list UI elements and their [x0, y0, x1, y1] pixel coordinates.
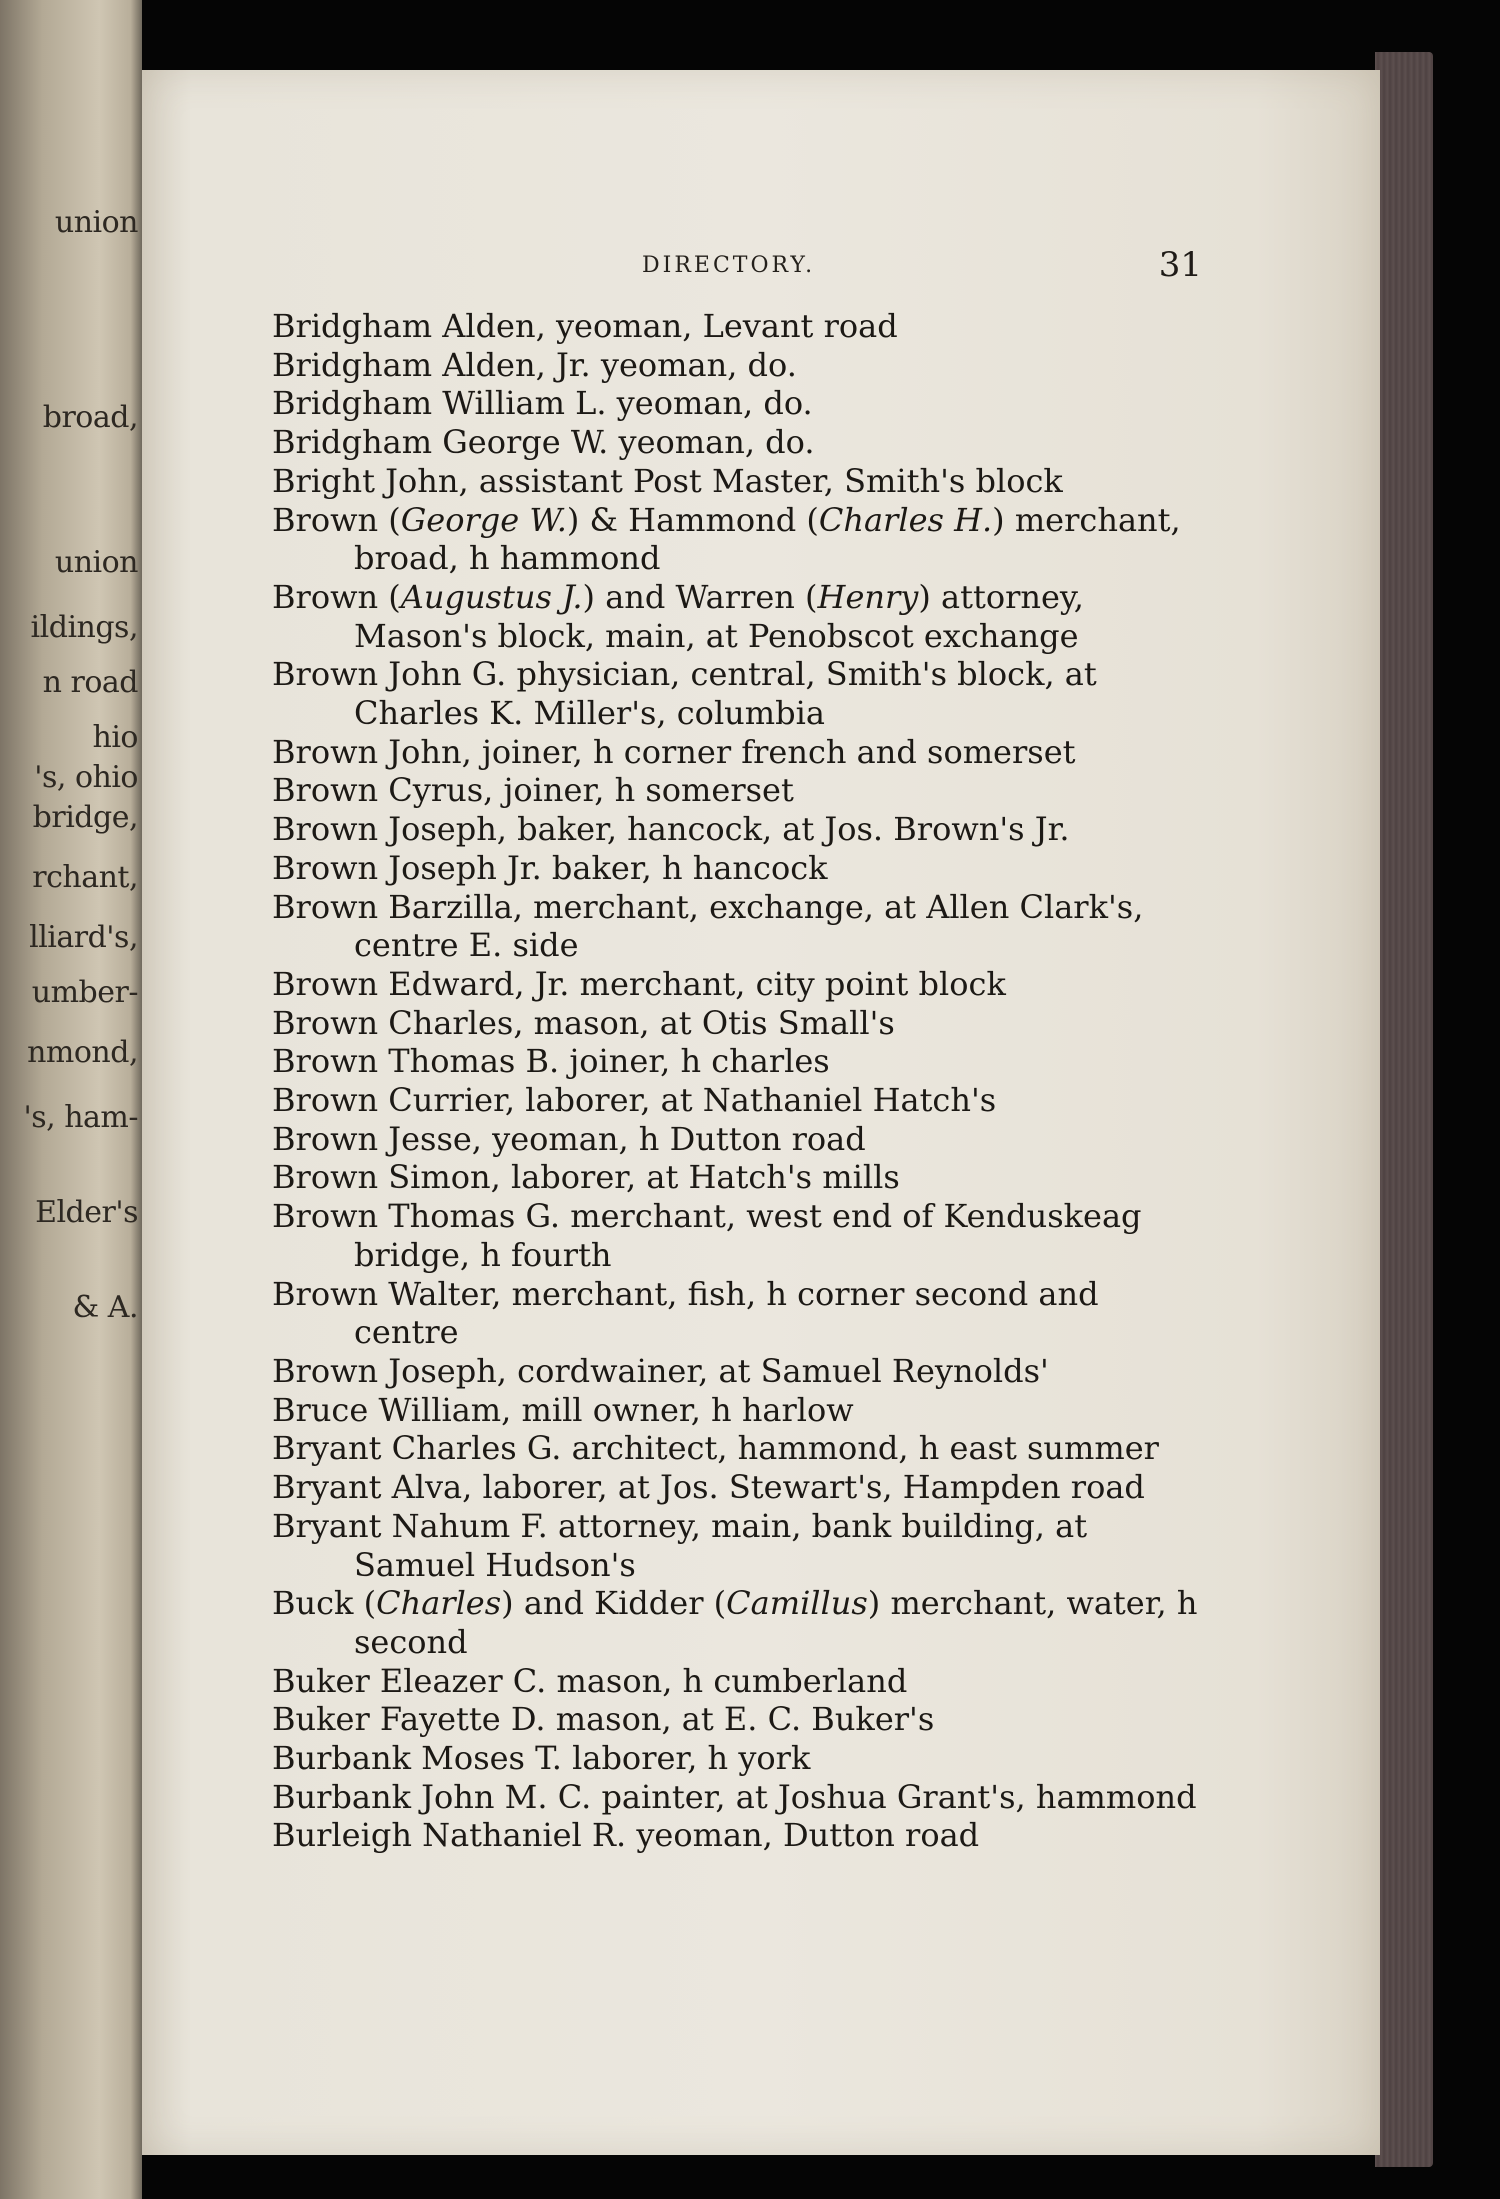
- entry-text: Brown (: [272, 577, 401, 616]
- directory-entry: [272, 578, 1202, 655]
- entry-text: Brown Charles, mason, at Otis Small's: [272, 1003, 895, 1042]
- directory-entries: [272, 307, 1202, 1855]
- entry-text: Burleigh Nathaniel R. yeoman, Dutton road: [272, 1816, 980, 1855]
- entry-text: Burbank Moses T. laborer, h york: [272, 1739, 811, 1778]
- directory-entry: [272, 1816, 1202, 1855]
- entry-text: Bryant Nahum F. attorney, main, bank building, at Samuel Hudson's: [272, 1506, 1088, 1584]
- left-page-fragment: Elder's: [35, 1195, 138, 1230]
- entry-text: Brown John, joiner, h corner french and somerset: [272, 732, 1076, 771]
- left-page: [0, 0, 142, 2199]
- entry-text: Burbank John M. C. painter, at Joshua Grant's, hammond: [272, 1777, 1197, 1816]
- left-page-fragment: union: [54, 205, 138, 240]
- entry-italic-name: Camillus: [726, 1584, 868, 1623]
- entry-text: ) merchant, broad, h hammond: [354, 500, 1181, 578]
- left-page-fragment: rchant,: [32, 860, 138, 895]
- entry-text: Brown Currier, laborer, at Nathaniel Hatch's: [272, 1081, 997, 1120]
- entry-italic-name: George W.: [400, 500, 567, 539]
- directory-entry: [272, 810, 1202, 849]
- entry-text: Bright John, assistant Post Master, Smith's block: [272, 461, 1063, 500]
- directory-entry: [272, 462, 1202, 501]
- entry-text: ) and Warren (: [582, 577, 818, 616]
- left-page-fragment: lliard's,: [29, 920, 138, 955]
- page-number: 31: [1158, 245, 1202, 285]
- directory-entry: [272, 1507, 1202, 1584]
- directory-entry: [272, 501, 1202, 578]
- directory-entry: [272, 307, 1202, 346]
- entry-italic-name: Henry: [817, 577, 919, 616]
- directory-entry: [272, 1739, 1202, 1778]
- entry-text: Brown Joseph, baker, hancock, at Jos. Brown's Jr.: [272, 810, 1070, 849]
- entry-text: Buker Fayette D. mason, at E. C. Buker's: [272, 1700, 935, 1739]
- directory-entry: [272, 1662, 1202, 1701]
- entry-text: Bridgham Alden, yeoman, Levant road: [272, 307, 898, 345]
- directory-entry: [272, 965, 1202, 1004]
- directory-entry: [272, 1352, 1202, 1391]
- entry-text: Bridgham George W. yeoman, do.: [272, 423, 815, 462]
- entry-text: ) and Kidder (: [501, 1584, 727, 1623]
- directory-entry: [272, 888, 1202, 965]
- entry-text: Brown (: [272, 500, 401, 539]
- entry-text: Bryant Alva, laborer, at Jos. Stewart's, Hampden road: [272, 1468, 1145, 1507]
- entry-text: Bridgham Alden, Jr. yeoman, do.: [272, 345, 797, 384]
- directory-entry: [272, 1197, 1202, 1274]
- left-page-fragment: ildings,: [30, 610, 138, 645]
- directory-entry: [272, 849, 1202, 888]
- entry-text: Brown Simon, laborer, at Hatch's mills: [272, 1158, 900, 1197]
- entry-text: Bruce William, mill owner, h harlow: [272, 1390, 854, 1429]
- entry-italic-name: Charles H.: [818, 500, 993, 539]
- entry-text: ) & Hammond (: [566, 500, 819, 539]
- entry-text: Bryant Charles G. architect, hammond, h east summer: [272, 1429, 1159, 1468]
- directory-page: [142, 70, 1380, 2155]
- entry-text: Brown Thomas B. joiner, h charles: [272, 1042, 830, 1081]
- entry-text: Brown John G. physician, central, Smith's block, at Charles K. Miller's, columbia: [272, 655, 1097, 733]
- book-cover-edge: [1375, 52, 1433, 2167]
- directory-entry: [272, 1120, 1202, 1159]
- directory-entry: [272, 423, 1202, 462]
- entry-text: Brown Edward, Jr. merchant, city point block: [272, 964, 1006, 1003]
- entry-text: ) merchant, water, h second: [354, 1584, 1198, 1661]
- left-page-fragment: nmond,: [27, 1035, 138, 1070]
- entry-text: Brown Thomas G. merchant, west end of Kenduskeag bridge, h fourth: [272, 1197, 1142, 1274]
- directory-entry: [272, 771, 1202, 810]
- left-page-fragment: hio: [92, 720, 138, 755]
- running-head: [272, 245, 1202, 307]
- directory-entry: [272, 1584, 1202, 1661]
- directory-entry: [272, 655, 1202, 732]
- directory-entry: [272, 1778, 1202, 1817]
- entry-text: Brown Cyrus, joiner, h somerset: [272, 771, 794, 810]
- entry-italic-name: Augustus J.: [400, 577, 583, 616]
- left-page-fragment: n road: [42, 665, 138, 700]
- left-page-fragment: broad,: [42, 400, 138, 435]
- directory-entry: [272, 1429, 1202, 1468]
- directory-entry: [272, 384, 1202, 423]
- directory-entry: [272, 1042, 1202, 1081]
- page-header-title: DIRECTORY.: [642, 253, 816, 278]
- directory-entry: [272, 1081, 1202, 1120]
- directory-entry: [272, 1468, 1202, 1507]
- entry-text: Buker Eleazer C. mason, h cumberland: [272, 1661, 908, 1700]
- left-page-fragment: umber-: [31, 975, 138, 1010]
- directory-entry: [272, 1004, 1202, 1043]
- entry-text: Brown Joseph, cordwainer, at Samuel Reynolds': [272, 1351, 1049, 1390]
- entry-text: Bridgham William L. yeoman, do.: [272, 384, 813, 423]
- entry-italic-name: Charles: [376, 1584, 502, 1623]
- left-page-fragment: bridge,: [32, 800, 138, 835]
- entry-text: Brown Barzilla, merchant, exchange, at Allen Clark's, centre E. side: [272, 887, 1144, 965]
- entry-text: Brown Joseph Jr. baker, h hancock: [272, 848, 828, 887]
- left-page-fragment: & A.: [72, 1290, 138, 1325]
- entry-text: Brown Jesse, yeoman, h Dutton road: [272, 1119, 866, 1158]
- directory-entry: [272, 733, 1202, 772]
- left-page-fragment: union: [54, 545, 138, 580]
- directory-entry: [272, 1158, 1202, 1197]
- entry-text: Buck (: [272, 1584, 377, 1623]
- left-page-fragment: 's, ohio: [34, 760, 138, 795]
- entry-text: ) attorney, Mason's block, main, at Penobscot exchange: [354, 577, 1084, 655]
- page-text-block: [272, 245, 1202, 1855]
- directory-entry: [272, 1275, 1202, 1352]
- directory-entry: [272, 1700, 1202, 1739]
- directory-entry: [272, 1391, 1202, 1430]
- entry-text: Brown Walter, merchant, fish, h corner second and centre: [272, 1274, 1099, 1352]
- left-page-fragment: 's, ham-: [23, 1100, 138, 1135]
- directory-entry: [272, 346, 1202, 385]
